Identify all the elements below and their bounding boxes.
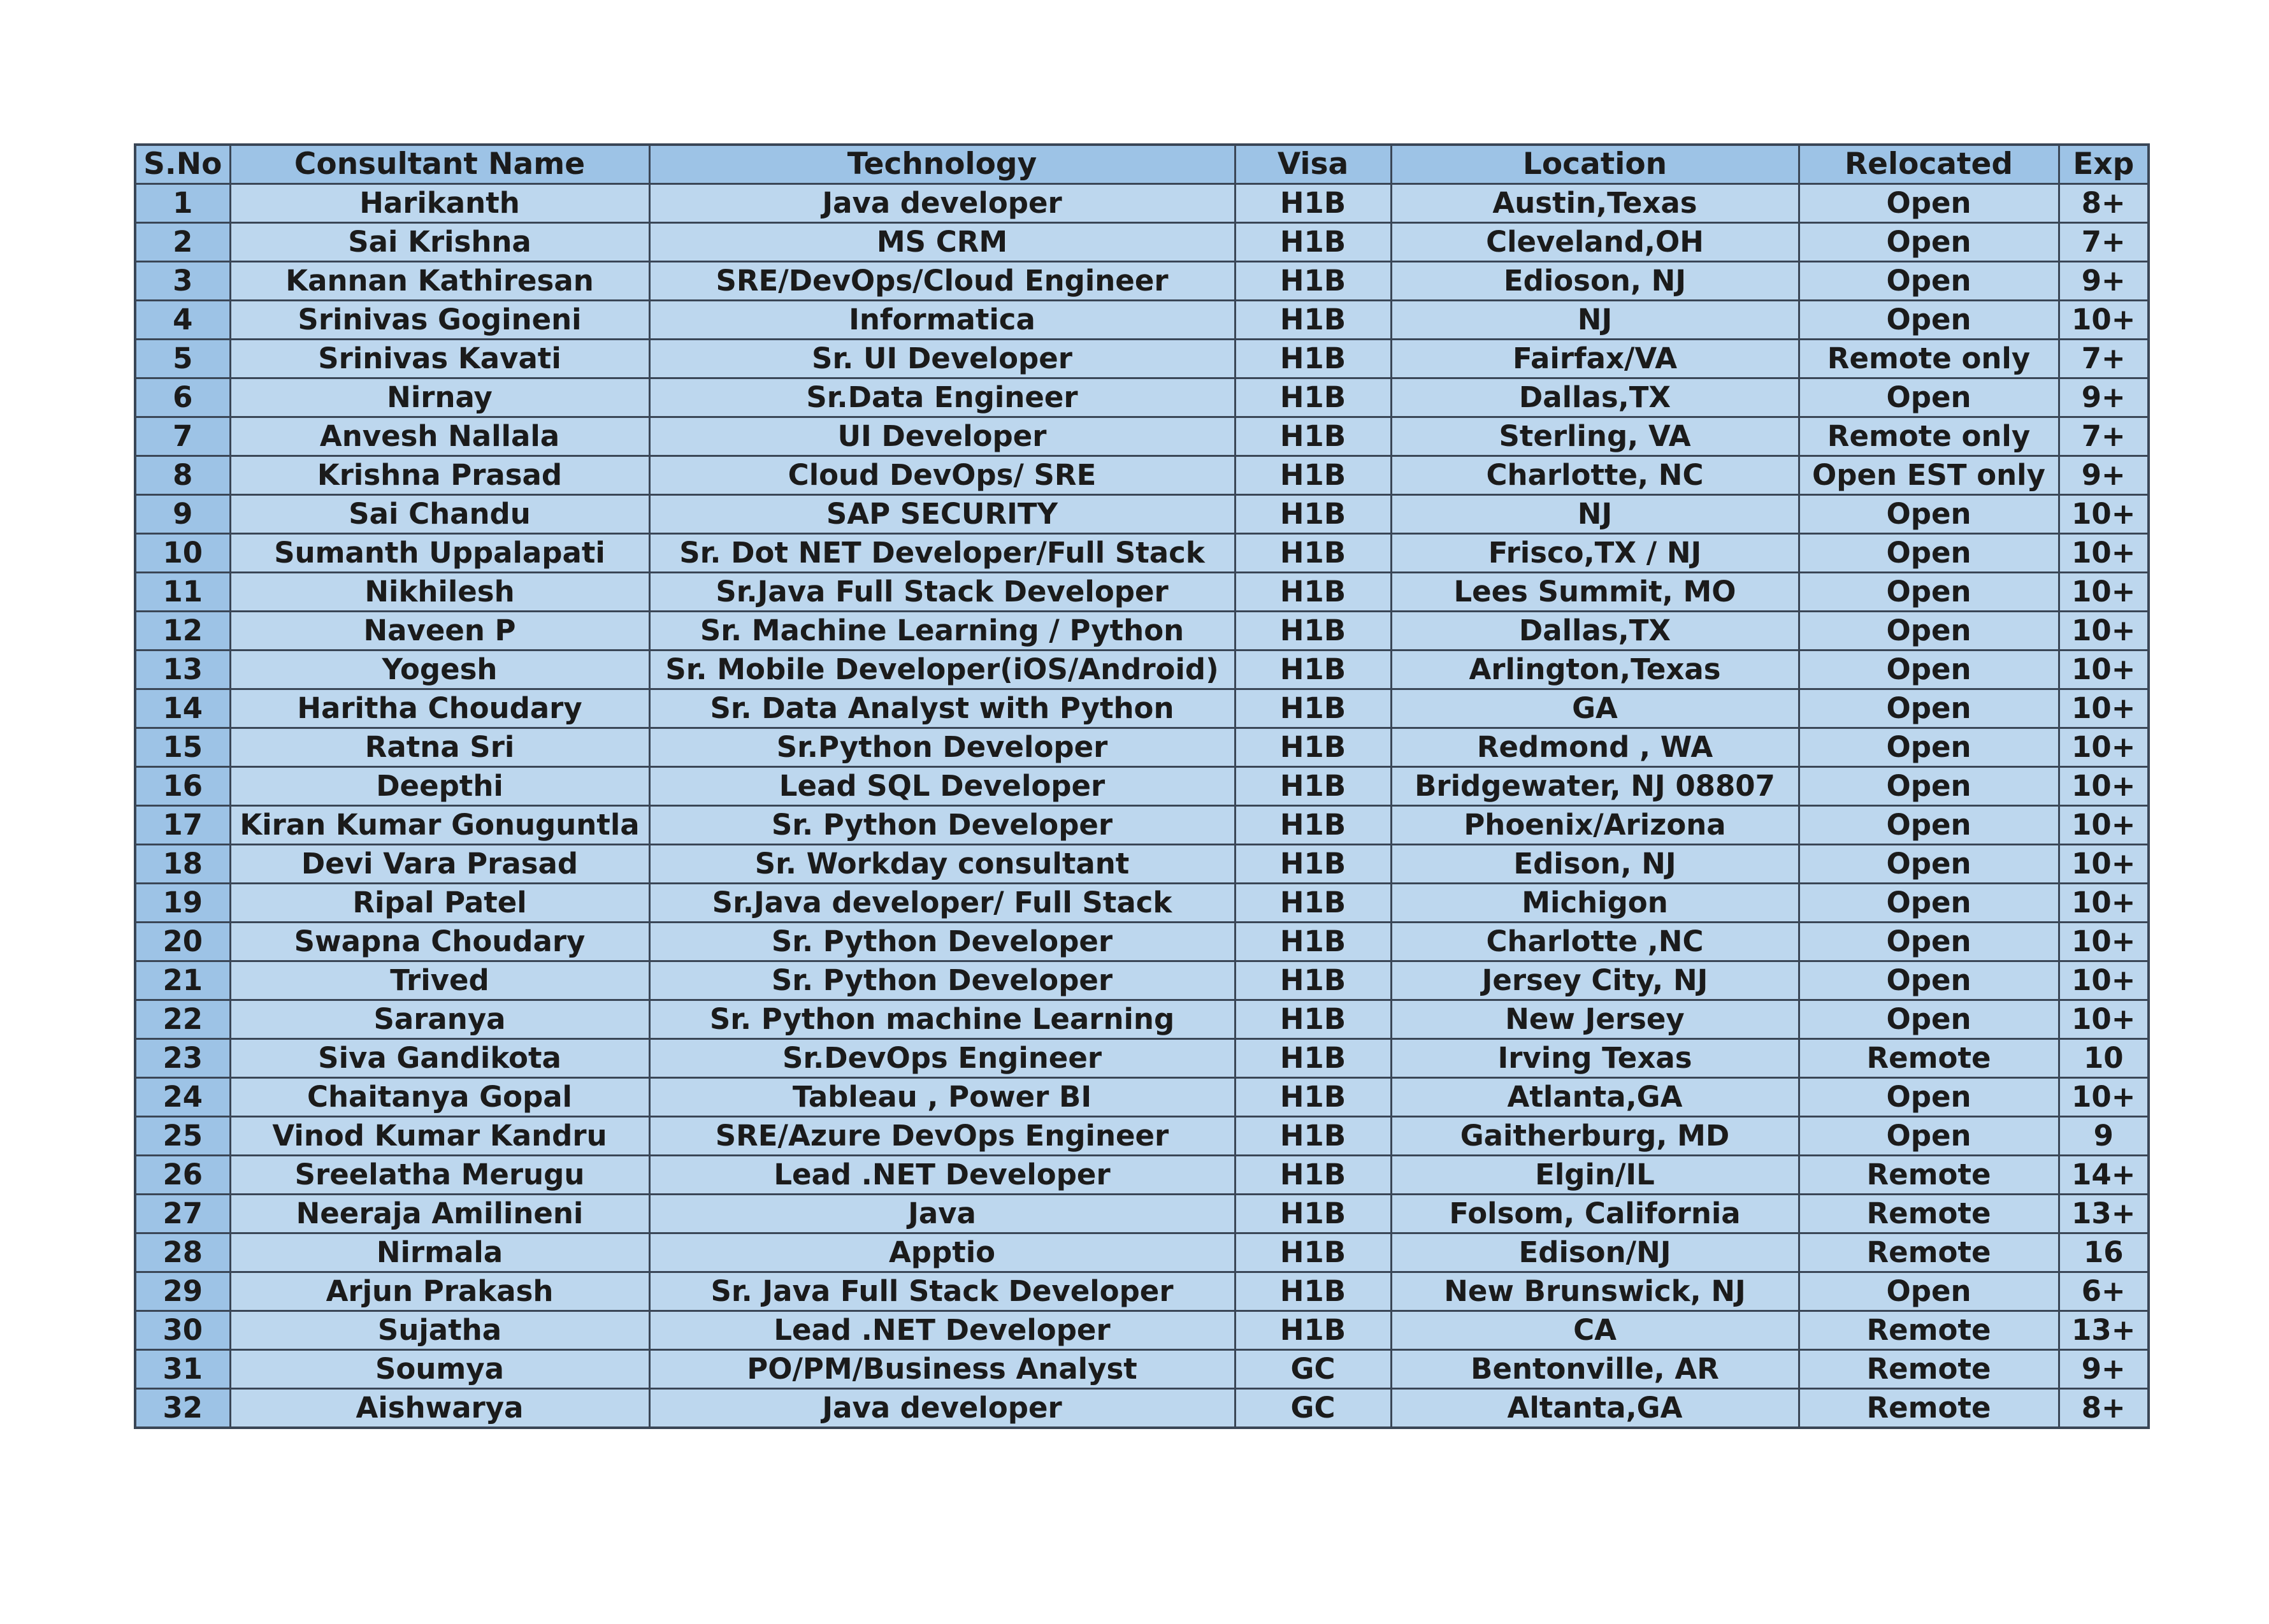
cell-exp: 10 [2059,1039,2149,1078]
cell-sno: 11 [135,573,230,612]
cell-exp: 9+ [2059,262,2149,301]
cell-exp: 8+ [2059,184,2149,223]
cell-visa: H1B [1235,1000,1391,1039]
cell-technology: Lead .NET Developer [649,1156,1235,1195]
cell-visa: H1B [1235,961,1391,1000]
cell-visa: H1B [1235,1117,1391,1156]
table-row [135,495,2149,534]
cell-location: NJ [1391,301,1799,340]
cell-consultant-name: Chaitanya Gopal [230,1078,649,1117]
cell-visa: H1B [1235,223,1391,262]
cell-location: Gaitherburg, MD [1391,1117,1799,1156]
cell-location: Charlotte, NC [1391,456,1799,495]
cell-relocated: Open [1799,573,2059,612]
table-row [135,417,2149,456]
cell-visa: H1B [1235,573,1391,612]
cell-exp: 13+ [2059,1195,2149,1233]
cell-location: Jersey City, NJ [1391,961,1799,1000]
cell-technology: MS CRM [649,223,1235,262]
cell-sno: 20 [135,923,230,961]
cell-visa: H1B [1235,845,1391,884]
cell-sno: 15 [135,728,230,767]
cell-location: Atlanta,GA [1391,1078,1799,1117]
cell-consultant-name: Nikhilesh [230,573,649,612]
cell-visa: H1B [1235,262,1391,301]
cell-location: Altanta,GA [1391,1389,1799,1428]
cell-relocated: Remote [1799,1156,2059,1195]
cell-location: Dallas,TX [1391,378,1799,417]
table-header [135,145,2149,184]
cell-visa: H1B [1235,184,1391,223]
cell-exp: 10+ [2059,612,2149,650]
cell-visa: H1B [1235,417,1391,456]
cell-exp: 9+ [2059,1350,2149,1389]
table-row [135,689,2149,728]
table-row [135,1078,2149,1117]
cell-relocated: Open [1799,689,2059,728]
cell-relocated: Open [1799,223,2059,262]
cell-visa: H1B [1235,495,1391,534]
cell-relocated: Open [1799,884,2059,923]
cell-technology: Sr.Java Full Stack Developer [649,573,1235,612]
header-row [135,145,2149,184]
cell-exp: 13+ [2059,1311,2149,1350]
cell-location: New Jersey [1391,1000,1799,1039]
cell-exp: 10+ [2059,728,2149,767]
header-technology: Technology [649,145,1235,184]
cell-visa: H1B [1235,378,1391,417]
table-row [135,1000,2149,1039]
cell-relocated: Remote only [1799,417,2059,456]
cell-exp: 9 [2059,1117,2149,1156]
cell-technology: Java developer [649,1389,1235,1428]
cell-visa: H1B [1235,1233,1391,1272]
cell-relocated: Open [1799,1000,2059,1039]
cell-visa: GC [1235,1389,1391,1428]
cell-location: Elgin/IL [1391,1156,1799,1195]
cell-exp: 10+ [2059,961,2149,1000]
cell-consultant-name: Nirnay [230,378,649,417]
cell-relocated: Remote [1799,1039,2059,1078]
cell-consultant-name: Kannan Kathiresan [230,262,649,301]
cell-technology: Sr. Mobile Developer(iOS/Android) [649,650,1235,689]
cell-technology: Sr. Data Analyst with Python [649,689,1235,728]
cell-exp: 10+ [2059,650,2149,689]
cell-technology: PO/PM/Business Analyst [649,1350,1235,1389]
cell-sno: 22 [135,1000,230,1039]
cell-location: Charlotte ,NC [1391,923,1799,961]
cell-exp: 10+ [2059,573,2149,612]
cell-consultant-name: Kiran Kumar Gonuguntla [230,806,649,845]
cell-consultant-name: Vinod Kumar Kandru [230,1117,649,1156]
cell-visa: H1B [1235,1078,1391,1117]
table-row [135,573,2149,612]
cell-exp: 10+ [2059,301,2149,340]
cell-visa: GC [1235,1350,1391,1389]
cell-sno: 21 [135,961,230,1000]
cell-technology: Sr. Workday consultant [649,845,1235,884]
cell-sno: 25 [135,1117,230,1156]
cell-consultant-name: Deepthi [230,767,649,806]
cell-technology: Sr. UI Developer [649,340,1235,378]
table-row [135,301,2149,340]
cell-consultant-name: Srinivas Kavati [230,340,649,378]
table-row [135,534,2149,573]
cell-consultant-name: Sumanth Uppalapati [230,534,649,573]
cell-technology: Sr.DevOps Engineer [649,1039,1235,1078]
cell-consultant-name: Saranya [230,1000,649,1039]
cell-visa: H1B [1235,340,1391,378]
cell-technology: Sr.Data Engineer [649,378,1235,417]
cell-relocated: Remote [1799,1389,2059,1428]
cell-sno: 2 [135,223,230,262]
cell-technology: Lead SQL Developer [649,767,1235,806]
cell-consultant-name: Harikanth [230,184,649,223]
cell-consultant-name: Nirmala [230,1233,649,1272]
cell-location: GA [1391,689,1799,728]
cell-visa: H1B [1235,456,1391,495]
cell-visa: H1B [1235,806,1391,845]
cell-location: Austin,Texas [1391,184,1799,223]
cell-visa: H1B [1235,728,1391,767]
cell-sno: 7 [135,417,230,456]
cell-visa: H1B [1235,923,1391,961]
table-row [135,1117,2149,1156]
cell-exp: 10+ [2059,1078,2149,1117]
cell-consultant-name: Sujatha [230,1311,649,1350]
cell-relocated: Open [1799,301,2059,340]
table-row [135,1195,2149,1233]
cell-location: Fairfax/VA [1391,340,1799,378]
cell-visa: H1B [1235,767,1391,806]
cell-technology: Sr. Python Developer [649,961,1235,1000]
table-row [135,1311,2149,1350]
cell-sno: 30 [135,1311,230,1350]
cell-location: Michigon [1391,884,1799,923]
cell-location: Edison, NJ [1391,845,1799,884]
cell-relocated: Open [1799,1078,2059,1117]
cell-consultant-name: Soumya [230,1350,649,1389]
cell-technology: SRE/DevOps/Cloud Engineer [649,262,1235,301]
cell-visa: H1B [1235,612,1391,650]
cell-location: Edison/NJ [1391,1233,1799,1272]
cell-sno: 12 [135,612,230,650]
cell-technology: Sr. Machine Learning / Python [649,612,1235,650]
cell-technology: Cloud DevOps/ SRE [649,456,1235,495]
cell-sno: 24 [135,1078,230,1117]
cell-location: CA [1391,1311,1799,1350]
cell-visa: H1B [1235,534,1391,573]
cell-consultant-name: Sreelatha Merugu [230,1156,649,1195]
cell-technology: Tableau , Power BI [649,1078,1235,1117]
cell-consultant-name: Yogesh [230,650,649,689]
table-row [135,961,2149,1000]
cell-technology: Sr. Python Developer [649,923,1235,961]
cell-sno: 13 [135,650,230,689]
table-row [135,1389,2149,1428]
cell-consultant-name: Sai Chandu [230,495,649,534]
cell-technology: Java [649,1195,1235,1233]
cell-relocated: Remote [1799,1311,2059,1350]
cell-exp: 10+ [2059,845,2149,884]
cell-relocated: Open [1799,1117,2059,1156]
cell-technology: Sr. Python machine Learning [649,1000,1235,1039]
cell-location: New Brunswick, NJ [1391,1272,1799,1311]
cell-exp: 16 [2059,1233,2149,1272]
header-sno: S.No [135,145,230,184]
cell-exp: 10+ [2059,1000,2149,1039]
table-row [135,728,2149,767]
cell-location: Dallas,TX [1391,612,1799,650]
cell-sno: 10 [135,534,230,573]
cell-exp: 14+ [2059,1156,2149,1195]
cell-location: Cleveland,OH [1391,223,1799,262]
header-visa: Visa [1235,145,1391,184]
table-row [135,1272,2149,1311]
cell-visa: H1B [1235,301,1391,340]
cell-technology: Informatica [649,301,1235,340]
cell-exp: 7+ [2059,340,2149,378]
cell-relocated: Remote [1799,1195,2059,1233]
cell-location: Bentonville, AR [1391,1350,1799,1389]
cell-exp: 10+ [2059,884,2149,923]
cell-relocated: Open [1799,806,2059,845]
cell-relocated: Open [1799,378,2059,417]
table-row [135,1156,2149,1195]
cell-technology: Java developer [649,184,1235,223]
cell-exp: 8+ [2059,1389,2149,1428]
cell-relocated: Open [1799,262,2059,301]
cell-relocated: Open [1799,534,2059,573]
cell-visa: H1B [1235,1272,1391,1311]
cell-consultant-name: Aishwarya [230,1389,649,1428]
cell-visa: H1B [1235,1311,1391,1350]
cell-exp: 10+ [2059,689,2149,728]
header-relocated: Relocated [1799,145,2059,184]
table-row [135,1039,2149,1078]
cell-relocated: Open [1799,961,2059,1000]
header-consultant-name: Consultant Name [230,145,649,184]
cell-sno: 18 [135,845,230,884]
table-row [135,184,2149,223]
cell-exp: 10+ [2059,495,2149,534]
cell-consultant-name: Anvesh Nallala [230,417,649,456]
cell-sno: 4 [135,301,230,340]
table-row [135,884,2149,923]
cell-technology: Sr. Dot NET Developer/Full Stack [649,534,1235,573]
cell-consultant-name: Ripal Patel [230,884,649,923]
cell-consultant-name: Haritha Choudary [230,689,649,728]
cell-sno: 17 [135,806,230,845]
cell-relocated: Open [1799,728,2059,767]
cell-technology: Sr. Java Full Stack Developer [649,1272,1235,1311]
cell-sno: 14 [135,689,230,728]
table-row [135,340,2149,378]
cell-location: Phoenix/Arizona [1391,806,1799,845]
cell-relocated: Open [1799,767,2059,806]
cell-visa: H1B [1235,650,1391,689]
cell-sno: 32 [135,1389,230,1428]
cell-location: Arlington,Texas [1391,650,1799,689]
cell-location: Lees Summit, MO [1391,573,1799,612]
cell-consultant-name: Neeraja Amilineni [230,1195,649,1233]
cell-technology: Apptio [649,1233,1235,1272]
table-body [135,184,2149,1428]
cell-exp: 10+ [2059,806,2149,845]
cell-relocated: Open [1799,1272,2059,1311]
cell-consultant-name: Trived [230,961,649,1000]
cell-consultant-name: Swapna Choudary [230,923,649,961]
cell-consultant-name: Devi Vara Prasad [230,845,649,884]
table-row [135,223,2149,262]
table-row [135,456,2149,495]
cell-sno: 26 [135,1156,230,1195]
cell-visa: H1B [1235,1195,1391,1233]
cell-relocated: Remote only [1799,340,2059,378]
cell-location: Edioson, NJ [1391,262,1799,301]
cell-exp: 9+ [2059,456,2149,495]
cell-sno: 27 [135,1195,230,1233]
cell-location: Redmond , WA [1391,728,1799,767]
table-row [135,767,2149,806]
cell-consultant-name: Siva Gandikota [230,1039,649,1078]
cell-exp: 10+ [2059,767,2149,806]
cell-technology: Lead .NET Developer [649,1311,1235,1350]
cell-visa: H1B [1235,689,1391,728]
cell-relocated: Open [1799,650,2059,689]
cell-visa: H1B [1235,1156,1391,1195]
cell-consultant-name: Srinivas Gogineni [230,301,649,340]
cell-sno: 19 [135,884,230,923]
cell-consultant-name: Sai Krishna [230,223,649,262]
table-row [135,612,2149,650]
cell-exp: 6+ [2059,1272,2149,1311]
cell-sno: 3 [135,262,230,301]
cell-technology: Sr.Java developer/ Full Stack [649,884,1235,923]
cell-sno: 1 [135,184,230,223]
cell-location: NJ [1391,495,1799,534]
cell-location: Frisco,TX / NJ [1391,534,1799,573]
cell-technology: Sr. Python Developer [649,806,1235,845]
cell-location: Sterling, VA [1391,417,1799,456]
table-row [135,923,2149,961]
cell-sno: 16 [135,767,230,806]
cell-relocated: Open [1799,845,2059,884]
cell-consultant-name: Naveen P [230,612,649,650]
table-row [135,262,2149,301]
cell-location: Bridgewater, NJ 08807 [1391,767,1799,806]
cell-sno: 6 [135,378,230,417]
cell-relocated: Open [1799,495,2059,534]
cell-relocated: Open [1799,184,2059,223]
cell-sno: 29 [135,1272,230,1311]
cell-relocated: Open EST only [1799,456,2059,495]
cell-exp: 9+ [2059,378,2149,417]
table-row [135,806,2149,845]
cell-exp: 10+ [2059,923,2149,961]
cell-technology: UI Developer [649,417,1235,456]
cell-relocated: Remote [1799,1350,2059,1389]
cell-visa: H1B [1235,1039,1391,1078]
table-row [135,378,2149,417]
cell-consultant-name: Ratna Sri [230,728,649,767]
table-row [135,650,2149,689]
table-row [135,1233,2149,1272]
cell-sno: 5 [135,340,230,378]
cell-sno: 9 [135,495,230,534]
table-row [135,1350,2149,1389]
cell-technology: SAP SECURITY [649,495,1235,534]
cell-location: Folsom, California [1391,1195,1799,1233]
cell-exp: 10+ [2059,534,2149,573]
table-row [135,845,2149,884]
consultant-table [134,143,2150,1429]
cell-relocated: Remote [1799,1233,2059,1272]
header-exp: Exp [2059,145,2149,184]
cell-sno: 28 [135,1233,230,1272]
cell-consultant-name: Krishna Prasad [230,456,649,495]
cell-sno: 23 [135,1039,230,1078]
cell-sno: 31 [135,1350,230,1389]
header-location: Location [1391,145,1799,184]
cell-technology: Sr.Python Developer [649,728,1235,767]
cell-exp: 7+ [2059,223,2149,262]
cell-relocated: Open [1799,612,2059,650]
cell-exp: 7+ [2059,417,2149,456]
cell-visa: H1B [1235,884,1391,923]
cell-relocated: Open [1799,923,2059,961]
cell-location: Irving Texas [1391,1039,1799,1078]
cell-technology: SRE/Azure DevOps Engineer [649,1117,1235,1156]
cell-consultant-name: Arjun Prakash [230,1272,649,1311]
cell-sno: 8 [135,456,230,495]
